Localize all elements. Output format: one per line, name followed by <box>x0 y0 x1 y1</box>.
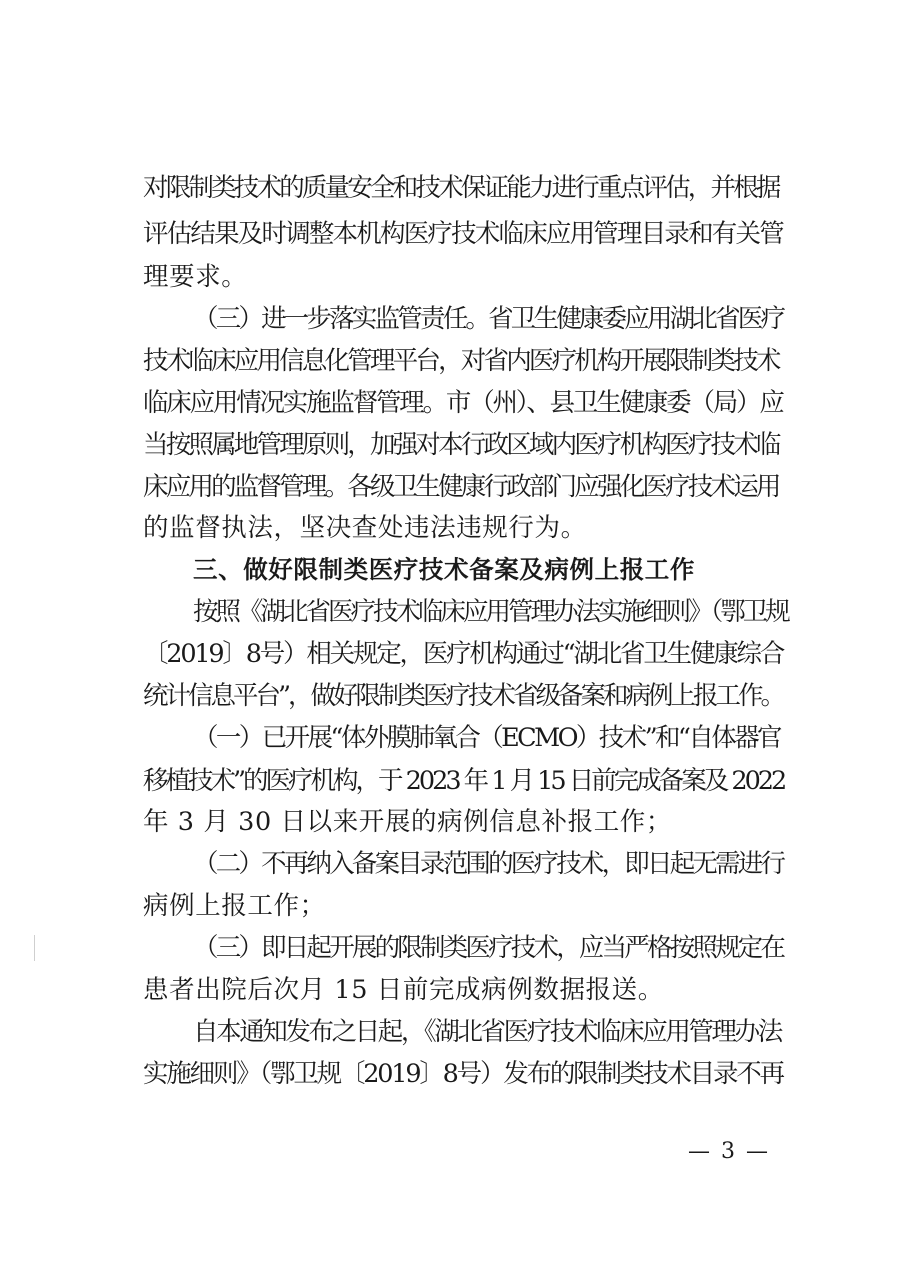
paragraph-line-4: （三）进一步落实监管责任。省卫生健康委应用湖北省医疗 <box>193 304 784 334</box>
paragraph-line-8: 床应用的监督管理。各级卫生健康行政部门应强化医疗技术运用 <box>143 472 779 502</box>
paragraph-line-15: 移植技术”的医疗机构，于 2023 年 1 月 15 日前完成备案及 2022 <box>143 766 785 796</box>
paragraph-line-9: 的监督执法，坚决查处违法违规行为。 <box>143 513 587 543</box>
paragraph-line-17: （二）不再纳入备案目录范围的医疗技术，即日起无需进行 <box>193 849 784 879</box>
paragraph-line-2: 评估结果及时调整本机构医疗技术临床应用管理目录和有关管 <box>143 219 783 249</box>
paragraph-line-20: 患者出院后次月 15 日前完成病例数据报送。 <box>143 975 664 1005</box>
paragraph-line-6: 临床应用情况实施监督管理。市（州）、县卫生健康委（局）应 <box>143 388 783 418</box>
paragraph-line-14: （一）已开展“体外膜肺氧合（ECMO）技术”和“自体器官 <box>193 723 780 753</box>
page-number: — 3 — <box>688 1139 770 1164</box>
paragraph-line-3: 理要求。 <box>143 262 248 292</box>
paragraph-line-5: 技术临床应用信息化管理平台，对省内医疗机构开展限制类技术 <box>143 346 779 376</box>
paragraph-line-13: 统计信息平台”，做好限制类医疗技术省级备案和病例上报工作。 <box>143 681 784 711</box>
paragraph-line-22: 实施细则》（鄂卫规〔2019〕8号）发布的限制类技术目录不再 <box>143 1059 783 1089</box>
paragraph-line-16: 年 3 月 30 日以来开展的病例信息补报工作； <box>143 807 672 837</box>
section-heading: 三、做好限制类医疗技术备案及病例上报工作 <box>193 555 695 584</box>
scan-artifact-mark <box>34 935 35 961</box>
paragraph-line-21: 自本通知发布之日起，《湖北省医疗技术临床应用管理办法 <box>193 1017 781 1047</box>
paragraph-line-11: 按照《湖北省医疗技术临床应用管理办法实施细则》（鄂卫规 <box>193 597 788 627</box>
paragraph-line-18: 病例上报工作； <box>143 891 326 921</box>
paragraph-line-19: （三）即日起开展的限制类医疗技术，应当严格按照规定在 <box>193 933 784 963</box>
paragraph-line-12: 〔2019〕8号）相关规定，医疗机构通过“湖北省卫生健康综合 <box>143 639 784 669</box>
paragraph-line-7: 当按照属地管理原则，加强对本行政区域内医疗机构医疗技术临 <box>143 430 779 460</box>
paragraph-line-1: 对限制类技术的质量安全和技术保证能力进行重点评估，并根据 <box>143 173 779 203</box>
